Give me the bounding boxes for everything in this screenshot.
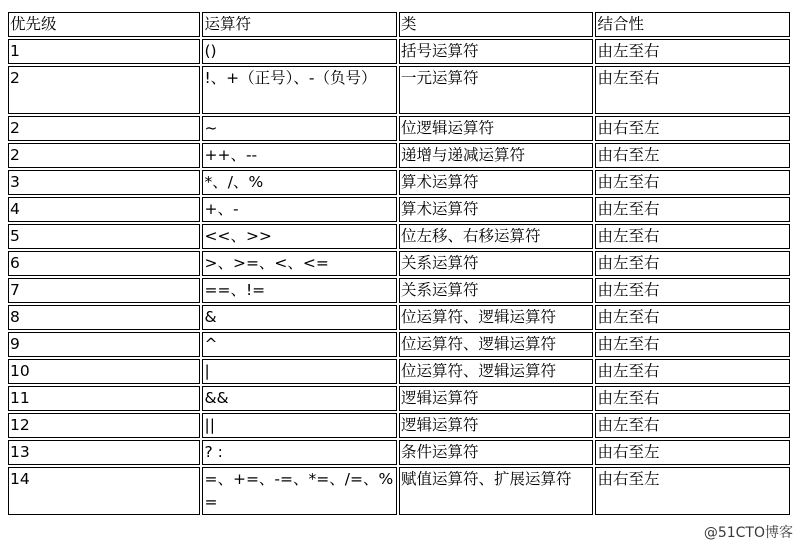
cell-type: 位逻辑运算符 [399, 116, 594, 141]
table-row [8, 251, 790, 276]
cell-priority: 2 [8, 143, 200, 168]
cell-associativity: 由右至左 [595, 467, 790, 515]
cell-type: 条件运算符 [399, 440, 594, 465]
table-row [8, 197, 790, 222]
cell-priority: 5 [8, 224, 200, 249]
cell-type: 递增与递减运算符 [399, 143, 594, 168]
cell-operator: !、+（正号）、-（负号） [202, 66, 397, 114]
header-operator: 运算符 [202, 12, 397, 37]
cell-type: 赋值运算符、扩展运算符 [399, 467, 594, 515]
watermark: @51CTO博客 [703, 525, 793, 541]
cell-type: 一元运算符 [399, 66, 594, 114]
cell-priority: 2 [8, 66, 200, 114]
cell-associativity: 由左至右 [595, 386, 790, 411]
cell-associativity: 由左至右 [595, 224, 790, 249]
cell-operator: ? : [202, 440, 397, 465]
cell-associativity: 由左至右 [595, 197, 790, 222]
cell-type: 关系运算符 [399, 251, 594, 276]
cell-operator: ~ [202, 116, 397, 141]
table-row [8, 359, 790, 384]
cell-type: 逻辑运算符 [399, 413, 594, 438]
header-type: 类 [399, 12, 594, 37]
cell-priority: 4 [8, 197, 200, 222]
header-associativity: 结合性 [595, 12, 790, 37]
cell-associativity: 由左至右 [595, 66, 790, 114]
cell-priority: 3 [8, 170, 200, 195]
table-row [8, 278, 790, 303]
cell-associativity: 由左至右 [595, 170, 790, 195]
cell-associativity: 由右至左 [595, 440, 790, 465]
cell-operator: () [202, 39, 397, 64]
cell-type: 括号运算符 [399, 39, 594, 64]
cell-priority: 7 [8, 278, 200, 303]
cell-operator: =、+=、-=、*=、/=、%= [202, 467, 397, 515]
cell-associativity: 由左至右 [595, 278, 790, 303]
table-row [8, 66, 790, 114]
table-row [8, 440, 790, 465]
cell-associativity: 由右至左 [595, 116, 790, 141]
header-priority: 优先级 [8, 12, 200, 37]
cell-type: 位左移、右移运算符 [399, 224, 594, 249]
cell-operator: & [202, 305, 397, 330]
cell-operator: ^ [202, 332, 397, 357]
cell-priority: 6 [8, 251, 200, 276]
cell-operator: *、/、% [202, 170, 397, 195]
table-row [8, 467, 790, 515]
cell-priority: 1 [8, 39, 200, 64]
cell-operator: || [202, 413, 397, 438]
cell-associativity: 由左至右 [595, 305, 790, 330]
cell-associativity: 由右至左 [595, 143, 790, 168]
cell-type: 算术运算符 [399, 197, 594, 222]
cell-priority: 14 [8, 467, 200, 515]
cell-priority: 9 [8, 332, 200, 357]
cell-type: 逻辑运算符 [399, 386, 594, 411]
table-row [8, 332, 790, 357]
operator-precedence-table [6, 10, 792, 517]
table-row [8, 170, 790, 195]
table-row [8, 305, 790, 330]
cell-priority: 12 [8, 413, 200, 438]
cell-type: 关系运算符 [399, 278, 594, 303]
cell-operator: ++、-- [202, 143, 397, 168]
cell-operator: && [202, 386, 397, 411]
cell-priority: 2 [8, 116, 200, 141]
cell-associativity: 由左至右 [595, 332, 790, 357]
cell-priority: 11 [8, 386, 200, 411]
cell-type: 算术运算符 [399, 170, 594, 195]
cell-associativity: 由左至右 [595, 251, 790, 276]
table-row [8, 39, 790, 64]
cell-type: 位运算符、逻辑运算符 [399, 332, 594, 357]
table-row [8, 386, 790, 411]
table-header-row [8, 12, 790, 37]
cell-operator: <<、>> [202, 224, 397, 249]
cell-associativity: 由左至右 [595, 413, 790, 438]
table-row [8, 224, 790, 249]
cell-type: 位运算符、逻辑运算符 [399, 359, 594, 384]
table-row [8, 116, 790, 141]
cell-operator: +、- [202, 197, 397, 222]
cell-priority: 13 [8, 440, 200, 465]
cell-operator: >、>=、<、<= [202, 251, 397, 276]
cell-operator: | [202, 359, 397, 384]
cell-associativity: 由左至右 [595, 359, 790, 384]
table-row [8, 413, 790, 438]
cell-priority: 10 [8, 359, 200, 384]
table-row [8, 143, 790, 168]
cell-operator: ==、!= [202, 278, 397, 303]
cell-associativity: 由左至右 [595, 39, 790, 64]
cell-type: 位运算符、逻辑运算符 [399, 305, 594, 330]
cell-priority: 8 [8, 305, 200, 330]
